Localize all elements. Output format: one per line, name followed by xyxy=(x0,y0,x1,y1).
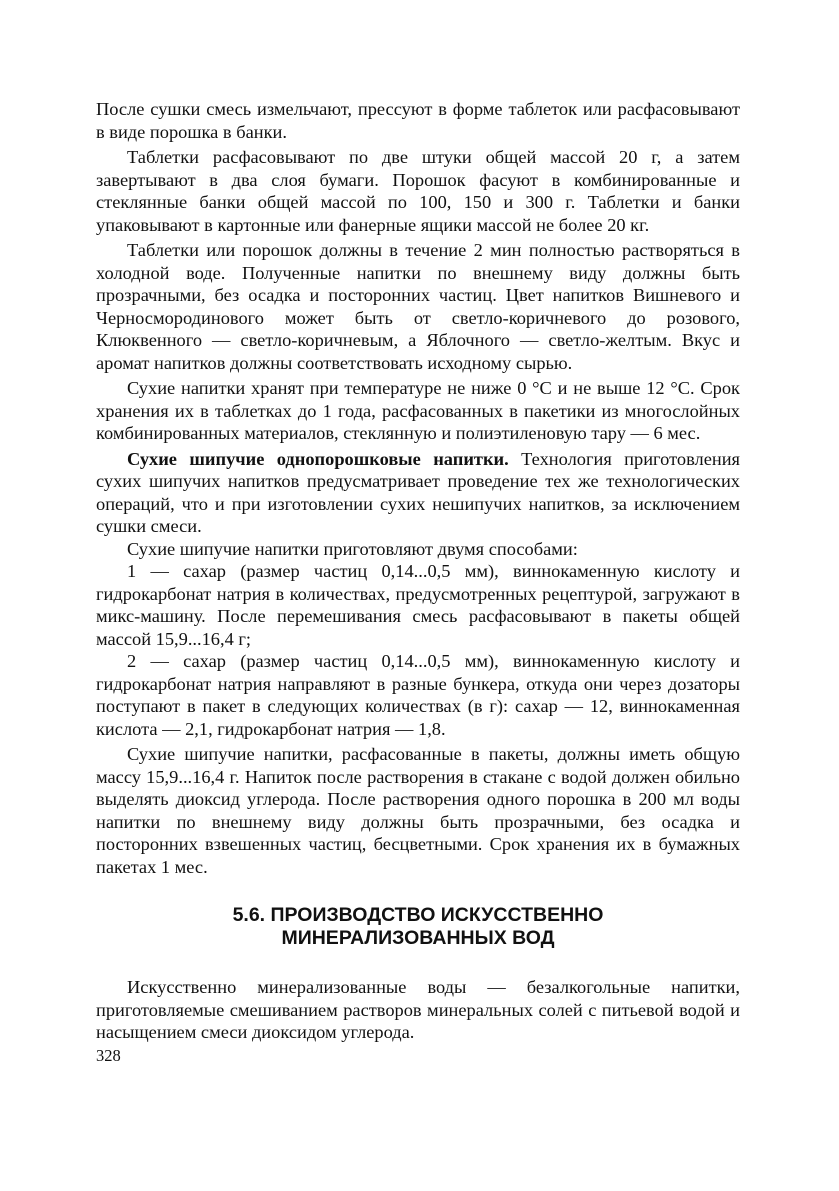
paragraph-methods-intro: Сухие шипучие напитки приготовляют двумя способами: xyxy=(127,538,578,559)
section-heading-line-1: 5.6. ПРОИЗВОДСТВО ИСКУССТВЕННО xyxy=(232,904,604,926)
book-page xyxy=(96,98,740,1066)
paragraph-drying: После сушки смесь измельчают, прессуют в форме таблеток или расфасовывают в виде порошка в банки. xyxy=(96,99,740,142)
section-heading-line-2: МИНЕРАЛИЗОВАННЫХ ВОД xyxy=(281,927,555,949)
paragraph-method-1: 1 — сахар (размер частиц 0,14...0,5 мм), виннокаменную кислоту и гидрокарбонат натрия в количествах, предусмотренных рецептурой, загружают в микс-машину. После перемешивания смесь расфасовывают в пакеты общей массой 15,9...16,4 г; xyxy=(96,561,740,649)
paragraph-mineral-waters: Искусственно минерализованные воды — безалкогольные напитки, приготовляемые смешиванием растворов минеральных солей с питьевой водой и насыщением смеси диоксидом углерода. xyxy=(96,977,740,1042)
paragraph-lead-title: Сухие шипучие однопорошковые напитки. xyxy=(127,448,509,469)
paragraph-effervescent-quality: Сухие шипучие напитки, расфасованные в пакеты, должны иметь общую массу 15,9...16,4 г. Напиток после растворения в стакане с водой должен обильно выделять диоксид углерода. После растворения одного порошка в 200 мл воды напитки по внешнему виду должны быть прозрачными, без осадка и посторонних взвешенных частиц, бесцветными. Срок хранения их в бумажных пакетах 1 мес. xyxy=(96,744,740,877)
paragraph-method-2: 2 — сахар (размер частиц 0,14...0,5 мм), виннокаменную кислоту и гидрокарбонат натрия направляют в разные бункера, откуда они через дозаторы поступают в пакет в следующих количествах (в г): сахар — 12, виннокаменная кислота — 2,1, гидрокарбонат натрия — 1,8. xyxy=(96,651,740,739)
paragraph-storage: Сухие напитки хранят при температуре не ниже 0 °С и не выше 12 °С. Срок хранения их в таблетках до 1 года, расфасованных в пакетики из многослойных комбинированных материалов, стеклянную и полиэтиленовую тару — 6 мес. xyxy=(96,378,740,443)
paragraph-effervescent-intro: Сухие шипучие однопорошковые напитки. Технология приготовления сухих шипучих напитков предусматривает проведение тех же технологических операций, что и при изготовлении сухих нешипучих напитков, за исключением сушки смеси. xyxy=(96,448,741,536)
paragraph-tablet-packing: Таблетки расфасовывают по две штуки общей массой 20 г, а затем завертывают в два слоя бумаги. Порошок фасуют в комбинированные и стеклянные банки общей массой по 100, 150 и 300 г. Таблетки и банки упаковывают в картонные или фанерные ящики массой не более 20 кг. xyxy=(96,147,740,235)
page-number: 328 xyxy=(96,1045,121,1065)
paragraph-dissolution-quality: Таблетки или порошок должны в течение 2 мин полностью растворяться в холодной воде. Полученные напитки по внешнему виду должны быть прозрачными, без осадка и посторонних частиц. Цвет напитков Вишневого и Черносмородинового может быть от светло-коричневого до розового, Клюквенного — светло-коричневым, а Яблочного — светло-желтым. Вкус и аромат напитков должны соответствовать исходному сырью. xyxy=(96,240,740,373)
section-heading xyxy=(96,904,740,950)
